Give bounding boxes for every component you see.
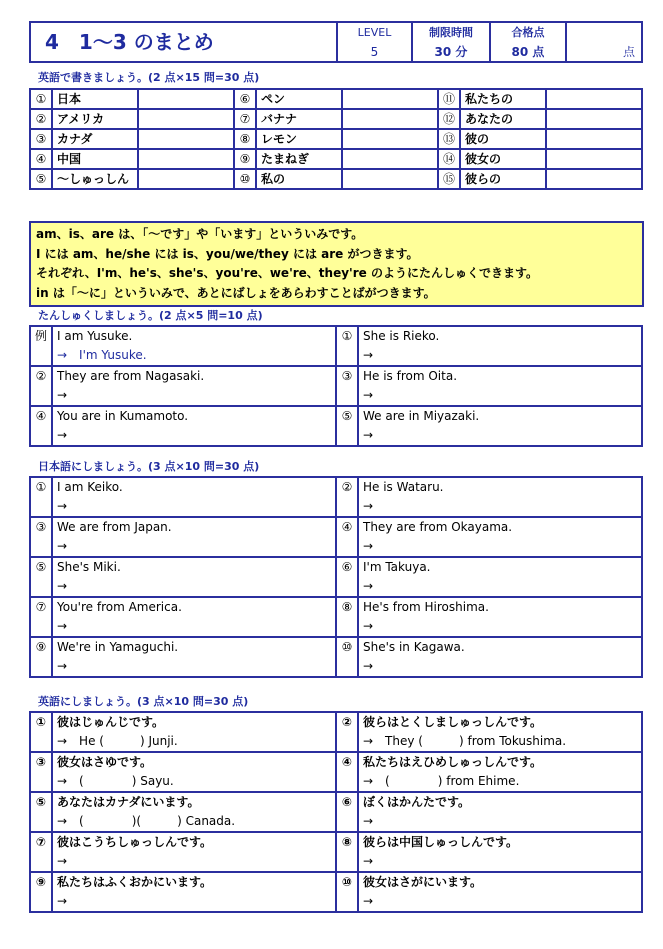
item-number: ① (30, 477, 52, 517)
vocab-word: ペン (256, 89, 342, 109)
answer-line[interactable]: → (363, 348, 374, 362)
exercise-cell[interactable] (358, 557, 642, 597)
answer-line[interactable]: → (363, 854, 374, 868)
exercise-cell[interactable] (358, 637, 642, 677)
answer-line[interactable]: → (57, 659, 68, 673)
note-line: I には am、he/she には is、you/we/they には are がつきます。 (36, 246, 419, 261)
answer-line[interactable]: → (363, 619, 374, 633)
exercise-cell[interactable] (52, 832, 336, 872)
exercise-cell[interactable] (358, 477, 642, 517)
item-number: ⑦ (234, 109, 256, 129)
vocab-word: アメリカ (52, 109, 138, 129)
question-text: She's in Kagawa. (363, 640, 465, 654)
question-text: ぼくはかんたです。 (363, 795, 471, 809)
vocab-word: ～しゅっしん (52, 169, 138, 189)
exercise-cell[interactable] (358, 752, 642, 792)
item-number: ⑨ (234, 149, 256, 169)
item-number: ⑪ (438, 89, 460, 109)
item-number: ② (336, 712, 358, 752)
exercise-row (30, 872, 642, 912)
item-number: ① (30, 712, 52, 752)
question-text: 私たちはえひめしゅっしんです。 (363, 755, 543, 769)
answer-line[interactable]: → (57, 894, 68, 908)
answer-line[interactable]: → (363, 579, 374, 593)
exercise-row (30, 712, 642, 752)
question-text: 彼女はさゆです。 (57, 755, 153, 769)
exercise-cell[interactable] (358, 712, 642, 752)
question-text: 彼はこうちしゅっしんです。 (57, 835, 213, 849)
item-number: ⑦ (30, 597, 52, 637)
vocab-word: 彼らの (460, 169, 546, 189)
question-text: You are in Kumamoto. (57, 409, 189, 423)
question-text: He is Wataru. (363, 480, 444, 494)
item-number: ③ (30, 129, 52, 149)
score-box[interactable] (566, 22, 642, 62)
answer-line[interactable]: → ( )( ) Canada. (57, 814, 236, 828)
answer-cell[interactable] (546, 109, 642, 129)
vocab-word: レモン (256, 129, 342, 149)
answer-line[interactable]: → (57, 499, 68, 513)
vocab-row (30, 149, 642, 169)
answer-cell[interactable] (138, 129, 234, 149)
vocab-word: カナダ (52, 129, 138, 149)
item-number: ⑬ (438, 129, 460, 149)
question-text: You're from America. (57, 600, 182, 614)
vocab-word: 日本 (52, 89, 138, 109)
question-text: 彼らはとくしましゅっしんです。 (363, 715, 543, 729)
score-unit: 点 (622, 45, 635, 59)
exercise-cell[interactable] (358, 366, 642, 406)
question-text: We are from Japan. (57, 520, 172, 534)
exercise-row (30, 637, 642, 677)
question-text: 彼はじゅんじです。 (57, 715, 165, 729)
time-value: 30 分 (412, 42, 490, 62)
exercise-cell[interactable] (52, 872, 336, 912)
exercise-row (30, 832, 642, 872)
answer-line[interactable]: → (363, 428, 374, 442)
answer-cell[interactable] (342, 89, 438, 109)
item-number: ⑧ (336, 832, 358, 872)
exercise-cell[interactable] (52, 752, 336, 792)
exercise-row (30, 792, 642, 832)
answer-line[interactable]: → (363, 499, 374, 513)
item-number: ④ (30, 149, 52, 169)
exercise-cell[interactable] (52, 406, 336, 446)
question-text: 彼らは中国しゅっしんです。 (363, 835, 519, 849)
grammar-note (29, 221, 644, 307)
question-text: We're in Yamaguchi. (57, 640, 179, 654)
note-line: am、is、are は、「～です」や「います」といういみです。 (36, 227, 364, 241)
answer-line[interactable]: → He ( ) Junji. (57, 734, 178, 748)
item-number: ① (336, 326, 358, 366)
answer-line[interactable]: → (57, 619, 68, 633)
item-number: ⑦ (30, 832, 52, 872)
item-number: ⑧ (336, 597, 358, 637)
answer-cell[interactable] (546, 169, 642, 189)
item-number: ④ (30, 406, 52, 446)
translate-jp-table (29, 476, 643, 678)
exercise-cell[interactable] (52, 597, 336, 637)
question-text: He's from Hiroshima. (363, 600, 489, 614)
answer-cell[interactable] (138, 149, 234, 169)
answer-line[interactable]: → (363, 659, 374, 673)
exercise-cell[interactable] (52, 517, 336, 557)
answer-cell[interactable] (546, 89, 642, 109)
exercise-cell[interactable] (52, 637, 336, 677)
exercise-cell[interactable] (52, 792, 336, 832)
item-number: ③ (30, 517, 52, 557)
question-text: 私たちはふくおかにいます。 (57, 875, 213, 889)
vocab-word: バナナ (256, 109, 342, 129)
item-number: ⑧ (234, 129, 256, 149)
exercise-cell[interactable] (358, 872, 642, 912)
vocab-word: 私の (256, 169, 342, 189)
question-text: They are from Okayama. (363, 520, 513, 534)
answer-cell[interactable] (342, 129, 438, 149)
answer-line[interactable]: → (57, 579, 68, 593)
item-number: 例 (30, 326, 52, 366)
item-number: ⑨ (30, 872, 52, 912)
exercise-cell[interactable] (358, 406, 642, 446)
answer-line[interactable]: → ( ) Sayu. (57, 774, 174, 788)
item-number: ⑩ (336, 872, 358, 912)
vocab-word: 彼の (460, 129, 546, 149)
vocab-row (30, 109, 642, 129)
item-number: ⑥ (336, 557, 358, 597)
item-number: ⑤ (30, 557, 52, 597)
vocab-row (30, 89, 642, 109)
item-number: ③ (30, 752, 52, 792)
answer-line[interactable]: → They ( ) from Tokushima. (363, 734, 567, 748)
vocab-word: 中国 (52, 149, 138, 169)
answer-cell[interactable] (138, 169, 234, 189)
vocab-table (29, 88, 643, 190)
exercise-row (30, 477, 642, 517)
question-text: He is from Oita. (363, 369, 458, 383)
answer-line[interactable]: → (57, 428, 68, 442)
exercise-row (30, 366, 642, 406)
item-number: ⑫ (438, 109, 460, 129)
vocab-word: あなたの (460, 109, 546, 129)
section4-heading: 英語にしましょう。(3 点×10 問=30 点) (38, 695, 249, 708)
vocab-row (30, 169, 642, 189)
answer-line[interactable]: → (363, 894, 374, 908)
answer-line[interactable]: → (363, 388, 374, 402)
item-number: ⑩ (234, 169, 256, 189)
item-number: ⑮ (438, 169, 460, 189)
question-text: I am Yusuke. (57, 329, 133, 343)
section3-heading: 日本語にしましょう。(3 点×10 問=30 点) (38, 460, 260, 473)
note-line: それぞれ、I'm、he's、she's、you're、we're、they're のようにたんしゅくできます。 (36, 266, 538, 280)
section2-heading: たんしゅくしましょう。(2 点×5 問=10 点) (38, 309, 263, 322)
exercise-cell[interactable] (358, 792, 642, 832)
vocab-row (30, 129, 642, 149)
question-text: She is Rieko. (363, 329, 440, 343)
vocab-word: 私たちの (460, 89, 546, 109)
answer-cell[interactable] (546, 149, 642, 169)
answer-cell[interactable] (138, 89, 234, 109)
page-title: 4 1～3 のまとめ (30, 22, 337, 62)
time-label: 制限時間 (412, 22, 490, 42)
exercise-row (30, 752, 642, 792)
vocab-word: たまねぎ (256, 149, 342, 169)
answer-line[interactable]: → ( ) from Ehime. (363, 774, 520, 788)
question-text: She's Miki. (57, 560, 121, 574)
item-number: ② (30, 366, 52, 406)
question-text: We are in Miyazaki. (363, 409, 480, 423)
pass-value: 80 点 (490, 42, 566, 62)
item-number: ⑨ (30, 637, 52, 677)
exercise-cell[interactable] (358, 832, 642, 872)
item-number: ② (336, 477, 358, 517)
exercise-cell[interactable] (358, 597, 642, 637)
exercise-row (30, 406, 642, 446)
answer-line[interactable]: → (57, 854, 68, 868)
vocab-word: 彼女の (460, 149, 546, 169)
exercise-row (30, 326, 642, 366)
exercise-cell[interactable] (52, 712, 336, 752)
item-number: ⑤ (30, 169, 52, 189)
answer-line[interactable]: → I'm Yusuke. (57, 348, 147, 362)
answer-cell[interactable] (342, 109, 438, 129)
header-table (29, 21, 643, 63)
exercise-cell[interactable] (52, 366, 336, 406)
level-value: 5 (337, 42, 412, 62)
exercise-row (30, 517, 642, 557)
exercise-cell[interactable] (358, 517, 642, 557)
item-number: ⑤ (30, 792, 52, 832)
exercise-cell[interactable] (358, 326, 642, 366)
item-number: ⑥ (336, 792, 358, 832)
answer-line[interactable]: → (57, 388, 68, 402)
question-text: あなたはカナダにいます。 (57, 795, 200, 809)
item-number: ⑭ (438, 149, 460, 169)
exercise-row (30, 557, 642, 597)
question-text: They are from Nagasaki. (57, 369, 205, 383)
item-number: ⑤ (336, 406, 358, 446)
exercise-cell[interactable] (52, 557, 336, 597)
item-number: ⑩ (336, 637, 358, 677)
question-text: I am Keiko. (57, 480, 123, 494)
level-label: LEVEL (337, 22, 412, 42)
question-text: I'm Takuya. (363, 560, 431, 574)
section1-heading: 英語で書きましょう。(2 点×15 問=30 点) (38, 71, 260, 84)
item-number: ④ (336, 517, 358, 557)
item-number: ① (30, 89, 52, 109)
contraction-table (29, 325, 643, 447)
answer-cell[interactable] (138, 109, 234, 129)
item-number: ③ (336, 366, 358, 406)
item-number: ⑥ (234, 89, 256, 109)
exercise-cell[interactable] (52, 326, 336, 366)
answer-line[interactable]: → (57, 539, 68, 553)
exercise-cell[interactable] (52, 477, 336, 517)
exercise-row (30, 597, 642, 637)
answer-line[interactable]: → (363, 814, 374, 828)
item-number: ② (30, 109, 52, 129)
answer-cell[interactable] (342, 149, 438, 169)
translate-en-table (29, 711, 643, 913)
question-text: 彼女はさがにいます。 (363, 875, 483, 889)
pass-label: 合格点 (490, 22, 566, 42)
answer-cell[interactable] (546, 129, 642, 149)
note-line: in は「～に」といういみで、あとにばしょをあらわすことばがつきます。 (36, 285, 436, 300)
answer-cell[interactable] (342, 169, 438, 189)
item-number: ④ (336, 752, 358, 792)
answer-line[interactable]: → (363, 539, 374, 553)
